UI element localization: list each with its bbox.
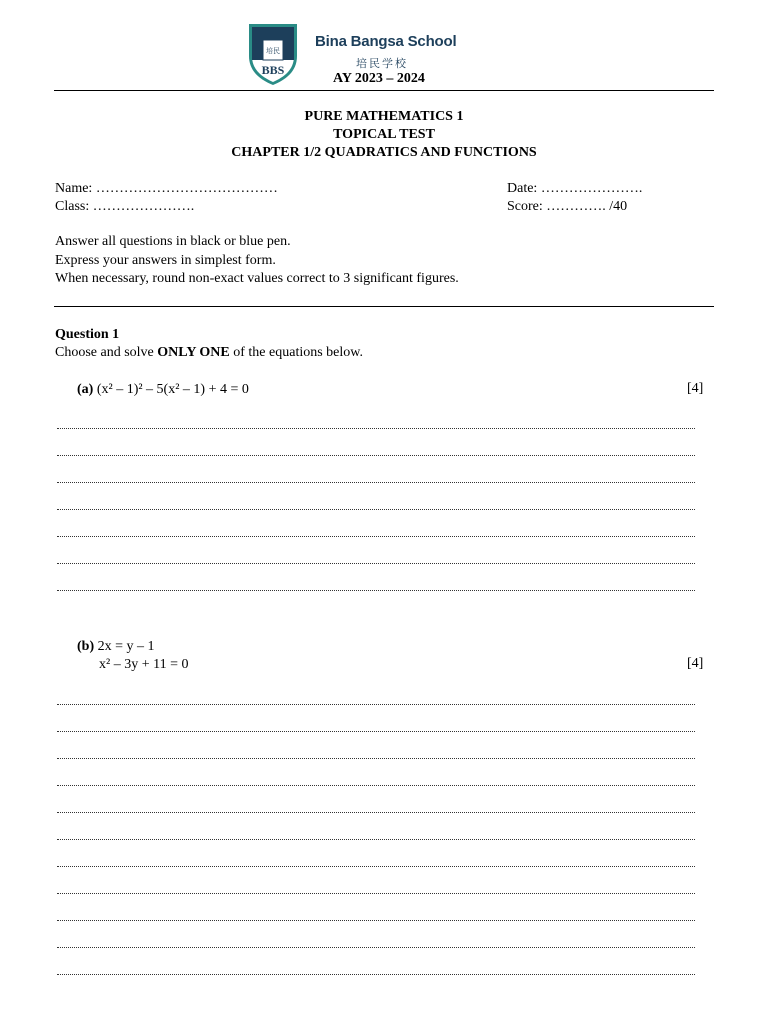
date-field[interactable]: Date: …………………. xyxy=(507,181,643,196)
test-title-block xyxy=(54,108,714,162)
header-divider xyxy=(54,90,714,91)
part-a-equation xyxy=(77,381,249,399)
answer-line[interactable] xyxy=(57,536,695,537)
answer-line[interactable] xyxy=(57,758,695,759)
instruction-line: Answer all questions in black or blue pen. xyxy=(55,234,291,249)
answer-line[interactable] xyxy=(57,839,695,840)
part-b-equations xyxy=(77,638,188,674)
logo-chinese-text: 培民 xyxy=(266,47,280,55)
logo-bbs-text: BBS xyxy=(261,63,285,77)
part-a-label: (a) xyxy=(77,382,94,397)
answer-line[interactable] xyxy=(57,785,695,786)
question-title: Question 1 xyxy=(55,327,120,342)
answer-line[interactable] xyxy=(57,893,695,894)
answer-line[interactable] xyxy=(57,866,695,867)
answer-line[interactable] xyxy=(57,590,695,591)
instruction-line: Express your answers in simplest form. xyxy=(55,252,276,268)
school-name: Bina Bangsa School xyxy=(315,33,457,50)
instruction-line: When necessary, round non-exact values correct to 3 significant figures. xyxy=(55,271,459,286)
answer-line[interactable] xyxy=(57,704,695,705)
answer-line[interactable] xyxy=(57,509,695,510)
answer-line[interactable] xyxy=(57,455,695,456)
answer-line[interactable] xyxy=(57,731,695,732)
title-chapter: CHAPTER 1/2 QUADRATICS AND FUNCTIONS xyxy=(231,145,537,160)
school-crest-logo xyxy=(247,22,299,86)
part-a-marks: [4] xyxy=(687,381,704,396)
part-b-equation-2: x² – 3y + 11 = 0 xyxy=(99,657,189,672)
answer-line[interactable] xyxy=(57,920,695,921)
class-field[interactable]: Class: …………………. xyxy=(55,199,195,214)
question-prompt: Choose and solve ONLY ONE of the equations below. xyxy=(55,345,363,360)
school-chinese-name: 培民学校 xyxy=(356,57,408,70)
answer-line[interactable] xyxy=(57,812,695,813)
answer-line[interactable] xyxy=(57,947,695,948)
instructions xyxy=(55,233,459,289)
part-b-equation-1: 2x = y – 1 xyxy=(97,639,155,654)
title-subject: PURE MATHEMATICS 1 xyxy=(304,109,464,124)
section-divider xyxy=(54,306,714,307)
answer-line[interactable] xyxy=(57,428,695,429)
name-field[interactable]: Name: ………………………………… xyxy=(55,181,278,196)
answer-line[interactable] xyxy=(57,563,695,564)
answer-line[interactable] xyxy=(57,974,695,975)
answer-line[interactable] xyxy=(57,482,695,483)
part-b-marks: [4] xyxy=(687,656,704,671)
question-1-header xyxy=(55,326,363,362)
academic-year: AY 2023 – 2024 xyxy=(333,71,425,86)
title-test-type: TOPICAL TEST xyxy=(333,127,435,142)
score-field[interactable]: Score: …………. /40 xyxy=(507,199,628,214)
part-a-equation-text: (x² – 1)² – 5(x² – 1) + 4 = 0 xyxy=(96,382,249,397)
part-b-label: (b) xyxy=(77,639,95,654)
